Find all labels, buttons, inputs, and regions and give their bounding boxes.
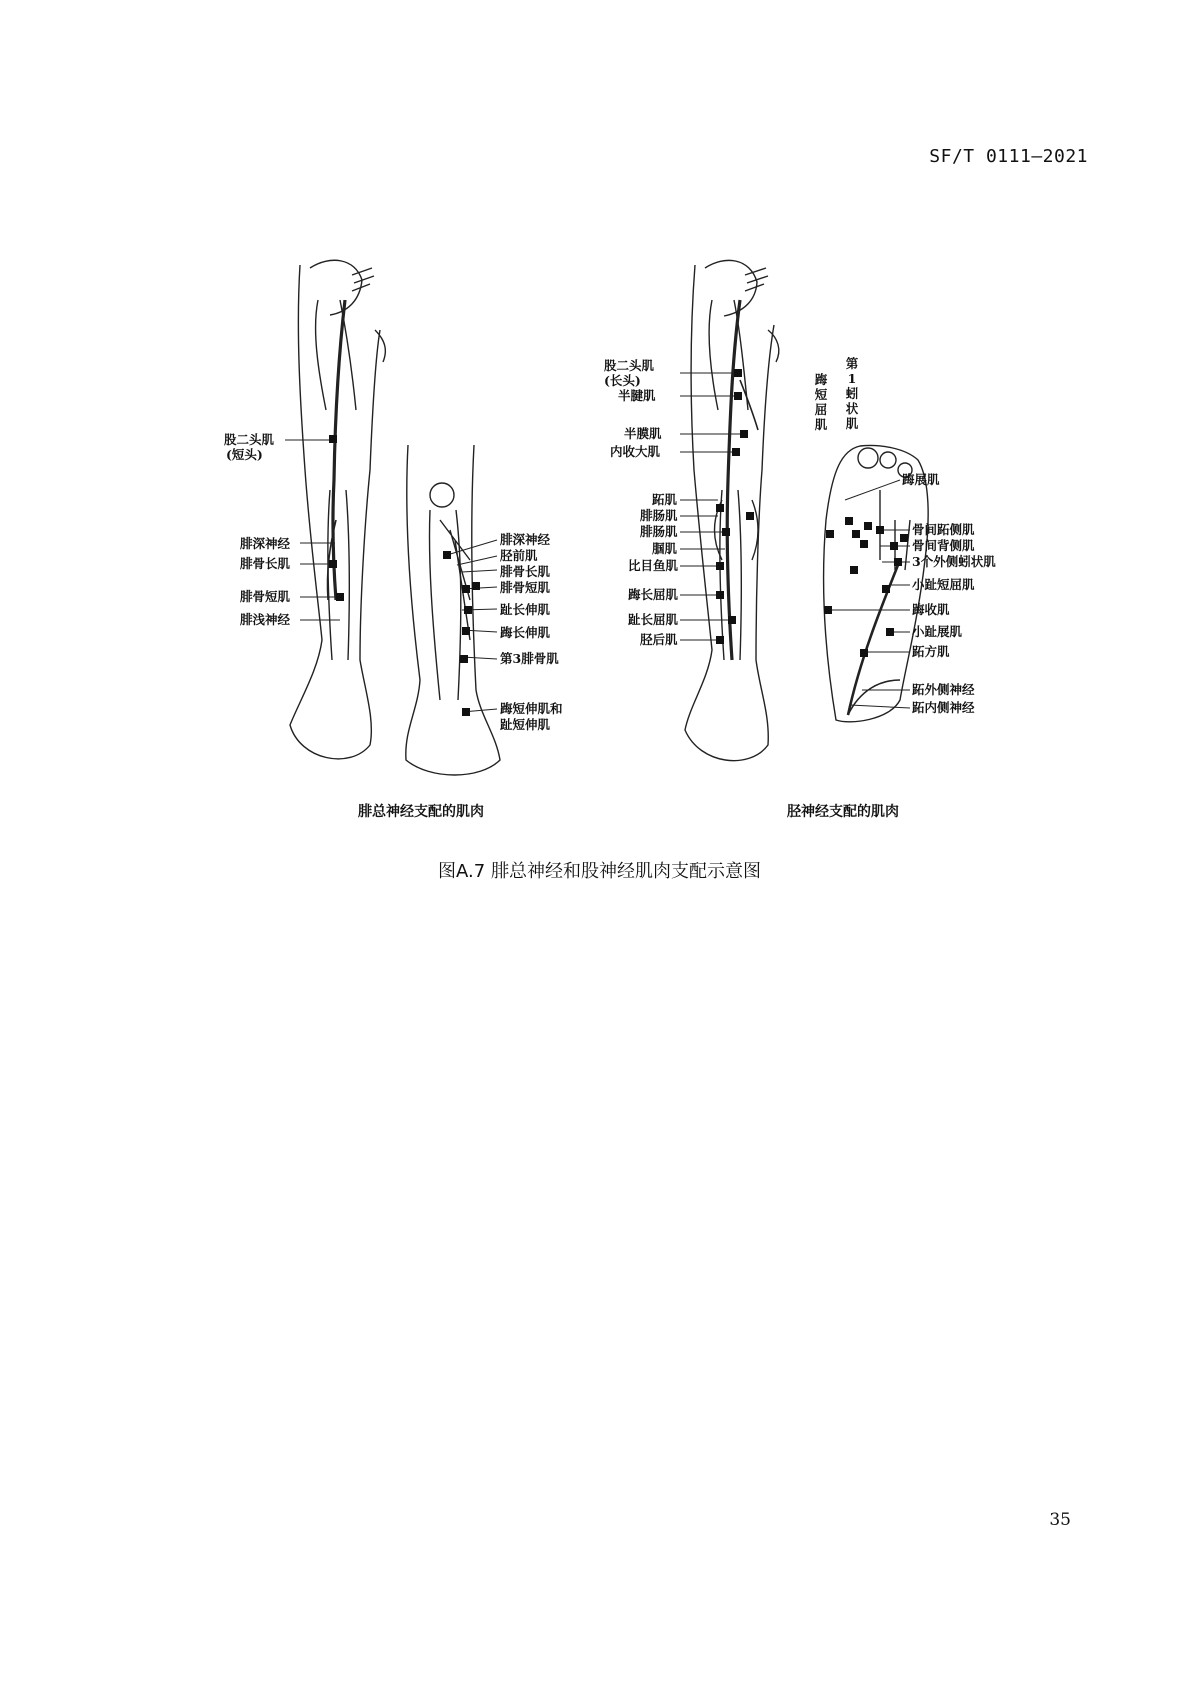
label-adductor-magnus: 内收大肌 — [610, 444, 661, 459]
label-abductor-hallucis: 踇展肌 — [902, 472, 940, 487]
label-plantaris: 跖肌 — [652, 492, 678, 507]
right-leg-illustration — [685, 260, 779, 760]
left-panel-caption: 腓总神经支配的肌肉 — [358, 804, 484, 820]
figure-caption: 图A.7 腓总神经和股神经肌肉支配示意图 — [438, 861, 761, 882]
label-deep-peroneal-nerve-2: 腓深神经 — [500, 532, 551, 547]
label-lateral-lumbricals: 3个外侧蚓状肌 — [912, 554, 996, 569]
label-extensor-digitorum-longus: 趾长伸肌 — [500, 602, 551, 617]
label-medial-plantar-nerve: 跖内侧神经 — [912, 700, 975, 715]
left-leg-illustration — [290, 260, 385, 759]
label-flexor-digitorum-longus: 趾长屈肌 — [628, 612, 679, 627]
label-extensor-hallucis-brevis: 踇短伸肌和 — [500, 701, 563, 716]
label-lateral-plantar-nerve: 跖外侧神经 — [912, 682, 975, 697]
label-superficial-peroneal-nerve: 腓浅神经 — [240, 612, 291, 627]
label-extensor-hallucis-longus: 踇长伸肌 — [500, 625, 551, 640]
label-quadratus-plantae: 跖方肌 — [912, 644, 950, 659]
label-adductor-hallucis: 踇收肌 — [912, 602, 950, 617]
label-peroneus-tertius: 第3腓骨肌 — [500, 651, 559, 666]
page-number: 35 — [1049, 1510, 1071, 1530]
label-flexor-hallucis-longus: 踇长屈肌 — [628, 587, 679, 602]
standard-number: SF/T 0111—2021 — [929, 146, 1088, 167]
label-dorsal-interossei: 骨间背侧肌 — [912, 538, 975, 553]
label-biceps-femoris-short: 股二头肌 — [224, 432, 275, 447]
label-soleus: 比目鱼肌 — [628, 558, 679, 573]
label-tibialis-anterior: 胫前肌 — [500, 548, 538, 563]
label-popliteus: 腘肌 — [652, 541, 678, 556]
label-tibialis-posterior: 胫后肌 — [640, 632, 678, 647]
label-gastrocnemius-2: 腓肠肌 — [640, 524, 678, 539]
label-peroneus-brevis: 腓骨短肌 — [240, 589, 291, 604]
label-first-lumbrical: 第1蚓状肌 — [845, 356, 859, 431]
label-peroneus-longus: 腓骨长肌 — [240, 556, 291, 571]
label-peroneus-longus-2: 腓骨长肌 — [500, 564, 551, 579]
label-peroneus-brevis-2: 腓骨短肌 — [500, 580, 551, 595]
right-panel-caption: 胫神经支配的肌肉 — [787, 804, 899, 820]
label-flexor-digiti-minimi-brevis: 小趾短屈肌 — [912, 577, 975, 592]
label-deep-peroneal-nerve: 腓深神经 — [240, 536, 291, 551]
label-biceps-femoris-long: 股二头肌 — [604, 358, 655, 373]
label-gastrocnemius-1: 腓肠肌 — [640, 508, 678, 523]
label-semimembranosus: 半膜肌 — [624, 426, 662, 441]
label-semitendinosus: 半腱肌 — [618, 388, 656, 403]
label-flexor-hallucis-brevis: 踇短屈肌 — [814, 372, 828, 432]
label-extensor-digitorum-brevis: 趾短伸肌 — [500, 717, 551, 732]
anterior-leg-illustration — [406, 445, 500, 775]
label-abductor-digiti-minimi: 小趾展肌 — [912, 624, 963, 639]
label-plantar-interossei: 骨间跖侧肌 — [912, 522, 975, 537]
label-short-head: (短头) — [226, 447, 263, 462]
label-long-head: (长头) — [604, 373, 641, 388]
